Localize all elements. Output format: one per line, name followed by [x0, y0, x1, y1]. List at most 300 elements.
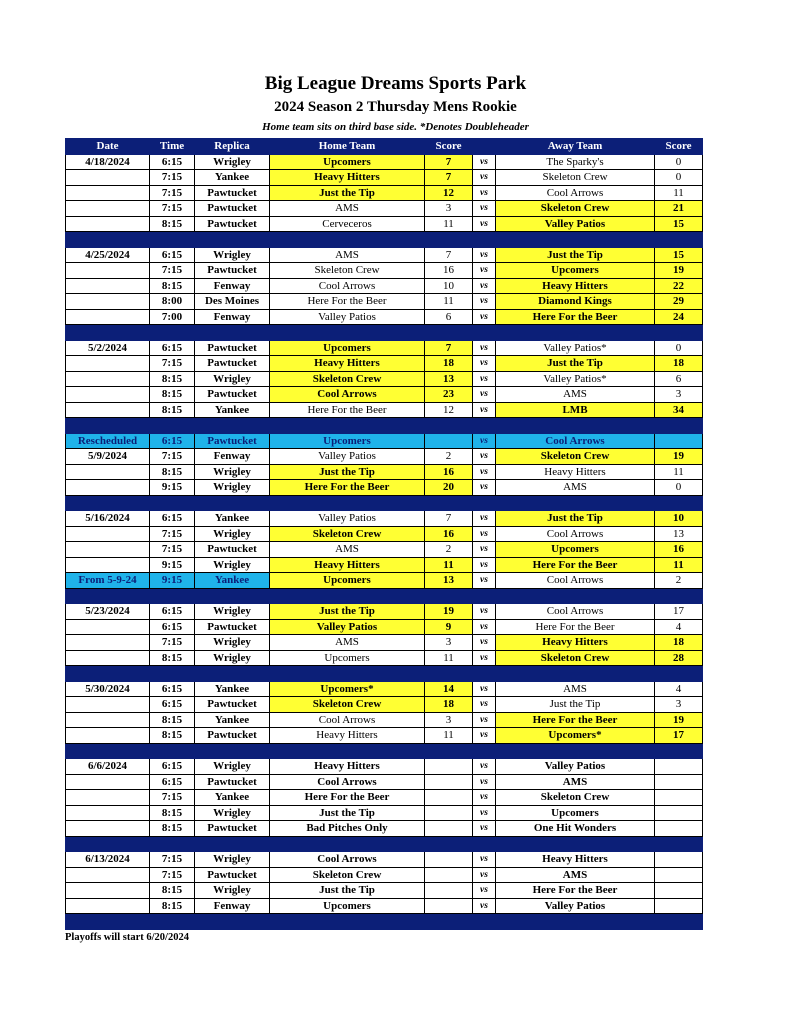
separator-cell [655, 232, 703, 248]
away-team-cell: Just the Tip [496, 511, 655, 527]
game-row [66, 511, 703, 527]
playoffs-note: Playoffs will start 6/20/2024 [65, 932, 189, 943]
date-cell [66, 790, 150, 806]
vs-cell: vs [473, 604, 496, 620]
game-row [66, 263, 703, 279]
home-team-cell: Cool Arrows [270, 278, 425, 294]
home-team-cell: Skeleton Crew [270, 697, 425, 713]
home-score-cell: 11 [425, 557, 473, 573]
home-score-cell: 11 [425, 216, 473, 232]
home-score-cell: 2 [425, 449, 473, 465]
header-home-team: Home Team [270, 139, 425, 155]
game-row [66, 697, 703, 713]
time-cell: 7:15 [150, 356, 195, 372]
date-cell [66, 278, 150, 294]
separator-cell [150, 836, 195, 852]
away-score-cell: 17 [655, 604, 703, 620]
home-score-cell: 16 [425, 526, 473, 542]
header-row [66, 139, 703, 155]
game-row [66, 170, 703, 186]
home-team-cell: Cerveceros [270, 216, 425, 232]
away-score-cell: 18 [655, 635, 703, 651]
away-score-cell: 17 [655, 728, 703, 744]
date-cell [66, 294, 150, 310]
away-score-cell: 4 [655, 619, 703, 635]
separator-cell [66, 588, 150, 604]
separator-cell [473, 836, 496, 852]
home-score-cell: 19 [425, 604, 473, 620]
away-team-cell: AMS [496, 867, 655, 883]
separator-cell [66, 495, 150, 511]
vs-cell: vs [473, 573, 496, 589]
home-team-cell: Upcomers [270, 154, 425, 170]
field-cell: Pawtucket [195, 433, 270, 449]
away-team-cell: Skeleton Crew [496, 449, 655, 465]
away-team-cell: Skeleton Crew [496, 170, 655, 186]
away-team-cell: Just the Tip [496, 356, 655, 372]
time-cell: 8:00 [150, 294, 195, 310]
field-cell: Pawtucket [195, 263, 270, 279]
game-row [66, 356, 703, 372]
away-team-cell: Just the Tip [496, 247, 655, 263]
game-row [66, 883, 703, 899]
separator-cell [473, 325, 496, 341]
vs-cell: vs [473, 526, 496, 542]
home-score-cell: 6 [425, 309, 473, 325]
away-score-cell: 0 [655, 480, 703, 496]
away-team-cell: Cool Arrows [496, 185, 655, 201]
away-team-cell: Here For the Beer [496, 619, 655, 635]
away-team-cell: Valley Patios [496, 759, 655, 775]
field-cell: Fenway [195, 898, 270, 914]
separator-cell [496, 666, 655, 682]
separator-cell [425, 914, 473, 930]
away-team-cell: AMS [496, 774, 655, 790]
vs-cell: vs [473, 511, 496, 527]
vs-cell: vs [473, 650, 496, 666]
separator-cell [270, 914, 425, 930]
date-cell [66, 821, 150, 837]
game-row [66, 573, 703, 589]
vs-cell: vs [473, 557, 496, 573]
home-team-cell: Heavy Hitters [270, 728, 425, 744]
field-cell: Yankee [195, 402, 270, 418]
week-separator [66, 914, 703, 930]
vs-cell: vs [473, 263, 496, 279]
vs-cell: vs [473, 185, 496, 201]
time-cell: 8:15 [150, 883, 195, 899]
vs-cell: vs [473, 619, 496, 635]
separator-cell [655, 914, 703, 930]
vs-cell: vs [473, 216, 496, 232]
separator-cell [195, 666, 270, 682]
separator-cell [655, 666, 703, 682]
home-team-cell: Skeleton Crew [270, 371, 425, 387]
home-team-cell: Heavy Hitters [270, 356, 425, 372]
away-score-cell: 19 [655, 263, 703, 279]
home-team-cell: Heavy Hitters [270, 170, 425, 186]
home-score-cell [425, 898, 473, 914]
away-team-cell: Upcomers [496, 805, 655, 821]
date-cell: 6/6/2024 [66, 759, 150, 775]
separator-cell [270, 325, 425, 341]
game-row [66, 635, 703, 651]
time-cell: 9:15 [150, 480, 195, 496]
field-cell: Yankee [195, 681, 270, 697]
date-cell [66, 883, 150, 899]
time-cell: 7:15 [150, 263, 195, 279]
game-row [66, 821, 703, 837]
date-cell: 6/13/2024 [66, 852, 150, 868]
vs-cell: vs [473, 278, 496, 294]
field-cell: Fenway [195, 309, 270, 325]
field-cell: Pawtucket [195, 867, 270, 883]
away-score-cell [655, 759, 703, 775]
separator-cell [655, 836, 703, 852]
away-team-cell: Upcomers* [496, 728, 655, 744]
date-cell [66, 805, 150, 821]
game-row [66, 433, 703, 449]
home-team-cell: Upcomers [270, 573, 425, 589]
home-score-cell: 14 [425, 681, 473, 697]
date-cell [66, 526, 150, 542]
away-score-cell: 15 [655, 216, 703, 232]
away-score-cell: 11 [655, 557, 703, 573]
vs-cell: vs [473, 805, 496, 821]
away-team-cell: Heavy Hitters [496, 635, 655, 651]
time-cell: 8:15 [150, 712, 195, 728]
time-cell: 8:15 [150, 728, 195, 744]
separator-cell [270, 743, 425, 759]
date-cell: 5/23/2024 [66, 604, 150, 620]
separator-cell [195, 836, 270, 852]
date-cell [66, 728, 150, 744]
date-cell [66, 402, 150, 418]
home-score-cell: 20 [425, 480, 473, 496]
vs-cell: vs [473, 867, 496, 883]
home-team-cell: Just the Tip [270, 805, 425, 821]
separator-cell [496, 495, 655, 511]
date-cell [66, 774, 150, 790]
home-score-cell: 16 [425, 464, 473, 480]
date-cell [66, 387, 150, 403]
time-cell: 6:15 [150, 511, 195, 527]
header-vs [473, 139, 496, 155]
home-score-cell [425, 433, 473, 449]
home-team-cell: Heavy Hitters [270, 557, 425, 573]
date-cell [66, 635, 150, 651]
time-cell: 6:15 [150, 759, 195, 775]
away-score-cell: 22 [655, 278, 703, 294]
vs-cell: vs [473, 387, 496, 403]
away-team-cell: Here For the Beer [496, 712, 655, 728]
away-team-cell: Heavy Hitters [496, 278, 655, 294]
game-row [66, 464, 703, 480]
home-team-cell: Valley Patios [270, 309, 425, 325]
schedule-body [66, 139, 703, 930]
date-cell: From 5-9-24 [66, 573, 150, 589]
separator-cell [655, 743, 703, 759]
field-cell: Wrigley [195, 526, 270, 542]
date-cell [66, 650, 150, 666]
vs-cell: vs [473, 309, 496, 325]
header-time: Time [150, 139, 195, 155]
home-score-cell: 7 [425, 511, 473, 527]
date-cell: 5/2/2024 [66, 340, 150, 356]
home-team-cell: Cool Arrows [270, 852, 425, 868]
away-team-cell: Just the Tip [496, 697, 655, 713]
away-team-cell: Cool Arrows [496, 604, 655, 620]
week-separator [66, 743, 703, 759]
vs-cell: vs [473, 852, 496, 868]
week-separator [66, 666, 703, 682]
game-row [66, 805, 703, 821]
field-cell: Pawtucket [195, 821, 270, 837]
home-team-cell: Cool Arrows [270, 712, 425, 728]
time-cell: 8:15 [150, 821, 195, 837]
away-team-cell: Diamond Kings [496, 294, 655, 310]
field-cell: Wrigley [195, 759, 270, 775]
home-team-cell: Cool Arrows [270, 387, 425, 403]
time-cell: 7:15 [150, 542, 195, 558]
away-score-cell: 24 [655, 309, 703, 325]
field-cell: Wrigley [195, 805, 270, 821]
separator-cell [655, 588, 703, 604]
time-cell: 9:15 [150, 573, 195, 589]
away-team-cell: Heavy Hitters [496, 464, 655, 480]
home-score-cell: 7 [425, 247, 473, 263]
field-cell: Pawtucket [195, 387, 270, 403]
home-team-cell: AMS [270, 542, 425, 558]
away-team-cell: AMS [496, 681, 655, 697]
separator-cell [655, 418, 703, 434]
home-score-cell [425, 759, 473, 775]
date-cell [66, 309, 150, 325]
separator-cell [66, 743, 150, 759]
field-cell: Wrigley [195, 650, 270, 666]
separator-cell [195, 588, 270, 604]
away-score-cell [655, 883, 703, 899]
away-score-cell: 3 [655, 697, 703, 713]
game-row [66, 898, 703, 914]
separator-cell [270, 232, 425, 248]
vs-cell: vs [473, 449, 496, 465]
game-row [66, 542, 703, 558]
separator-cell [425, 588, 473, 604]
home-score-cell: 18 [425, 356, 473, 372]
home-team-cell: Skeleton Crew [270, 867, 425, 883]
separator-cell [496, 836, 655, 852]
away-score-cell: 0 [655, 170, 703, 186]
field-cell: Wrigley [195, 852, 270, 868]
separator-cell [195, 325, 270, 341]
home-score-cell [425, 821, 473, 837]
game-row [66, 712, 703, 728]
away-team-cell: Heavy Hitters [496, 852, 655, 868]
away-team-cell: AMS [496, 480, 655, 496]
home-team-cell: Upcomers [270, 898, 425, 914]
field-cell: Pawtucket [195, 697, 270, 713]
time-cell: 8:15 [150, 387, 195, 403]
away-score-cell [655, 898, 703, 914]
vs-cell: vs [473, 480, 496, 496]
home-score-cell [425, 867, 473, 883]
week-separator [66, 588, 703, 604]
time-cell: 6:15 [150, 697, 195, 713]
game-row [66, 604, 703, 620]
field-cell: Wrigley [195, 154, 270, 170]
time-cell: 7:15 [150, 635, 195, 651]
away-team-cell: Cool Arrows [496, 573, 655, 589]
separator-cell [270, 495, 425, 511]
away-score-cell: 4 [655, 681, 703, 697]
home-score-cell: 3 [425, 712, 473, 728]
home-team-cell: AMS [270, 247, 425, 263]
away-team-cell: Valley Patios [496, 216, 655, 232]
game-row [66, 278, 703, 294]
away-score-cell [655, 821, 703, 837]
home-score-cell: 23 [425, 387, 473, 403]
date-cell [66, 557, 150, 573]
home-score-cell: 11 [425, 294, 473, 310]
away-score-cell [655, 852, 703, 868]
time-cell: 7:15 [150, 867, 195, 883]
home-team-cell: Upcomers [270, 650, 425, 666]
game-row [66, 340, 703, 356]
vs-cell: vs [473, 681, 496, 697]
away-score-cell: 13 [655, 526, 703, 542]
time-cell: 8:15 [150, 216, 195, 232]
separator-cell [496, 588, 655, 604]
home-team-cell: Just the Tip [270, 464, 425, 480]
home-score-cell: 18 [425, 697, 473, 713]
vs-cell: vs [473, 635, 496, 651]
game-row [66, 759, 703, 775]
field-cell: Wrigley [195, 557, 270, 573]
away-score-cell: 19 [655, 712, 703, 728]
away-team-cell: AMS [496, 387, 655, 403]
field-cell: Pawtucket [195, 542, 270, 558]
game-row [66, 371, 703, 387]
field-cell: Wrigley [195, 247, 270, 263]
vs-cell: vs [473, 464, 496, 480]
field-cell: Des Moines [195, 294, 270, 310]
separator-cell [473, 743, 496, 759]
vs-cell: vs [473, 542, 496, 558]
home-score-cell: 12 [425, 185, 473, 201]
away-score-cell: 10 [655, 511, 703, 527]
separator-cell [425, 666, 473, 682]
date-cell: 4/25/2024 [66, 247, 150, 263]
time-cell: 7:15 [150, 526, 195, 542]
home-team-cell: Upcomers* [270, 681, 425, 697]
home-team-cell: Skeleton Crew [270, 263, 425, 279]
field-cell: Yankee [195, 511, 270, 527]
home-score-cell: 13 [425, 371, 473, 387]
separator-cell [150, 588, 195, 604]
home-team-cell: Cool Arrows [270, 774, 425, 790]
away-score-cell: 16 [655, 542, 703, 558]
time-cell: 7:15 [150, 790, 195, 806]
time-cell: 6:15 [150, 619, 195, 635]
page-title: Big League Dreams Sports Park [264, 73, 527, 94]
field-cell: Yankee [195, 170, 270, 186]
header-home-score: Score [425, 139, 473, 155]
header-date: Date [66, 139, 150, 155]
separator-cell [66, 666, 150, 682]
separator-cell [195, 232, 270, 248]
away-team-cell: Upcomers [496, 542, 655, 558]
home-score-cell [425, 790, 473, 806]
home-score-cell: 3 [425, 635, 473, 651]
away-team-cell: Here For the Beer [496, 309, 655, 325]
week-separator [66, 418, 703, 434]
away-score-cell [655, 433, 703, 449]
away-team-cell: LMB [496, 402, 655, 418]
vs-cell: vs [473, 170, 496, 186]
away-score-cell: 19 [655, 449, 703, 465]
time-cell: 6:15 [150, 247, 195, 263]
week-separator [66, 325, 703, 341]
separator-cell [496, 325, 655, 341]
game-row [66, 790, 703, 806]
time-cell: 6:15 [150, 604, 195, 620]
field-cell: Wrigley [195, 464, 270, 480]
home-score-cell: 11 [425, 650, 473, 666]
time-cell: 6:15 [150, 433, 195, 449]
separator-cell [473, 495, 496, 511]
header-away-score: Score [655, 139, 703, 155]
home-team-cell: Upcomers [270, 340, 425, 356]
away-team-cell: One Hit Wonders [496, 821, 655, 837]
home-score-cell: 7 [425, 170, 473, 186]
time-cell: 6:15 [150, 340, 195, 356]
separator-cell [473, 588, 496, 604]
separator-cell [270, 418, 425, 434]
vs-cell: vs [473, 247, 496, 263]
separator-cell [425, 232, 473, 248]
separator-cell [655, 495, 703, 511]
time-cell: 7:15 [150, 201, 195, 217]
date-cell [66, 170, 150, 186]
away-score-cell: 11 [655, 185, 703, 201]
game-row [66, 480, 703, 496]
separator-cell [270, 588, 425, 604]
time-cell: 9:15 [150, 557, 195, 573]
field-cell: Pawtucket [195, 774, 270, 790]
away-team-cell: The Sparky's [496, 154, 655, 170]
date-cell [66, 185, 150, 201]
game-row [66, 402, 703, 418]
time-cell: 6:15 [150, 154, 195, 170]
separator-cell [473, 914, 496, 930]
date-cell: 5/16/2024 [66, 511, 150, 527]
vs-cell: vs [473, 728, 496, 744]
date-cell [66, 464, 150, 480]
home-score-cell: 16 [425, 263, 473, 279]
date-cell [66, 201, 150, 217]
separator-cell [655, 325, 703, 341]
game-row [66, 309, 703, 325]
date-cell [66, 216, 150, 232]
home-team-cell: Valley Patios [270, 449, 425, 465]
home-score-cell: 12 [425, 402, 473, 418]
header-replica: Replica [195, 139, 270, 155]
vs-cell: vs [473, 201, 496, 217]
field-cell: Fenway [195, 449, 270, 465]
away-score-cell [655, 867, 703, 883]
home-team-cell: Here For the Beer [270, 480, 425, 496]
